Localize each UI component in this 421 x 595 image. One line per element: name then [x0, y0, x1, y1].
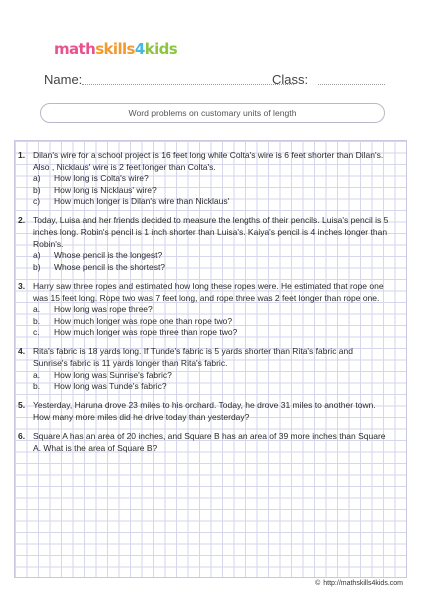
sub-question [33, 250, 390, 262]
problem-text: Harry saw three ropes and estimated how long these ropes were. He estimated that rope one was 15 feet long. Rope two was 7 feet long, and rope three was 2 feet longer than rope one. [33, 280, 384, 303]
problem-number: 1. [18, 150, 26, 160]
sub-question-text: How long was rope three? [54, 304, 153, 315]
sub-question-text: How long is Nicklaus' wire? [54, 184, 157, 195]
sub-question [33, 381, 390, 393]
sub-question [33, 316, 390, 328]
sub-question-text: How much longer was rope one than rope two? [54, 315, 233, 326]
logo-part-kids: kids [144, 40, 178, 58]
sub-question-letter: c. [33, 327, 40, 338]
sub-question [33, 327, 390, 339]
name-label: Name: [44, 72, 83, 87]
footer-url[interactable]: http://mathskills4kids.com [323, 580, 403, 587]
sub-question-letter: b) [33, 184, 41, 195]
sub-question-text: Whose pencil is the shortest? [54, 261, 166, 272]
class-line[interactable] [318, 84, 385, 85]
name-line[interactable] [82, 84, 294, 85]
sub-question-letter: b) [33, 261, 41, 272]
problem-number: 4. [18, 346, 26, 357]
logo [54, 40, 177, 58]
copyright-symbol: © [315, 580, 321, 587]
problem-item [18, 431, 390, 454]
problem-item [18, 215, 390, 273]
sub-question-letter: a) [33, 250, 41, 261]
sub-question [33, 262, 390, 274]
logo-part-skills: skills [95, 40, 135, 58]
class-label: Class: [272, 72, 309, 87]
problem-item [18, 400, 390, 423]
problem-item [18, 346, 390, 392]
problem-text: Rita's fabric is 18 yards long. If Tunde's fabric is 5 yards shorter than Rita's fabric and Sunrise's fabric is 11 yards longer than Rita's fabric. [33, 346, 353, 368]
problem-list [18, 150, 390, 462]
sub-question-text: How long is Colta's wire? [54, 173, 149, 184]
footer [315, 580, 403, 587]
sub-question [33, 304, 390, 316]
sub-question [33, 196, 390, 208]
problem-item [18, 281, 390, 339]
problem-text: Yesterday, Haruna drove 23 miles to his orchard. Today, he drove 31 miles to another town. How many more miles did he drive today than yesterday? [33, 400, 376, 422]
problem-number: 5. [18, 400, 26, 411]
name-class-row [40, 72, 385, 90]
sub-question-text: Whose pencil is the longest? [54, 250, 163, 261]
problem-text: Today, Luisa and her friends decided to measure the lengths of their pencils. Luisa's pencil is 5 inches long. Robin's pencil is 1 inch shorter than Luisa's. Kaiya's pencil is 4 inches longer than Robin's. [33, 215, 389, 249]
sub-question-text: How long was Sunrise's fabric? [54, 369, 172, 380]
logo-part-4: 4 [134, 40, 145, 58]
sub-question-text: How much longer is Dilan's wire than Nicklaus' [54, 196, 230, 207]
sub-question-letter: b. [33, 381, 41, 392]
problem-text: Square A has an area of 20 inches, and Square B has an area of 39 more inches than Square A. What is the area of Square B? [33, 430, 386, 453]
sub-question [33, 370, 390, 382]
logo-part-math: math [54, 40, 96, 58]
sub-question-letter: a. [33, 369, 41, 380]
sub-question [33, 173, 390, 185]
sub-question-text: How much longer was rope three than rope two? [54, 327, 238, 338]
sub-question [33, 185, 390, 197]
problem-number: 2. [18, 215, 26, 226]
sub-question-letter: a) [33, 173, 41, 184]
problem-text: Dilan's wire for a school project is 16 feet long while Colta's wire is 6 feet shorter than Dilan's. Also , Nicklaus' wire is 2 feet longer than Colta's. [33, 150, 384, 172]
sub-question-letter: b. [33, 315, 41, 326]
worksheet-title: Word problems on customary units of length [40, 103, 385, 123]
problem-number: 6. [18, 430, 26, 441]
problem-number: 3. [18, 280, 26, 291]
sub-question-letter: a. [33, 304, 41, 315]
problem-item [18, 150, 390, 208]
sub-question-letter: c) [33, 196, 41, 207]
sub-question-text: How long was Tunde's fabric? [54, 381, 167, 392]
